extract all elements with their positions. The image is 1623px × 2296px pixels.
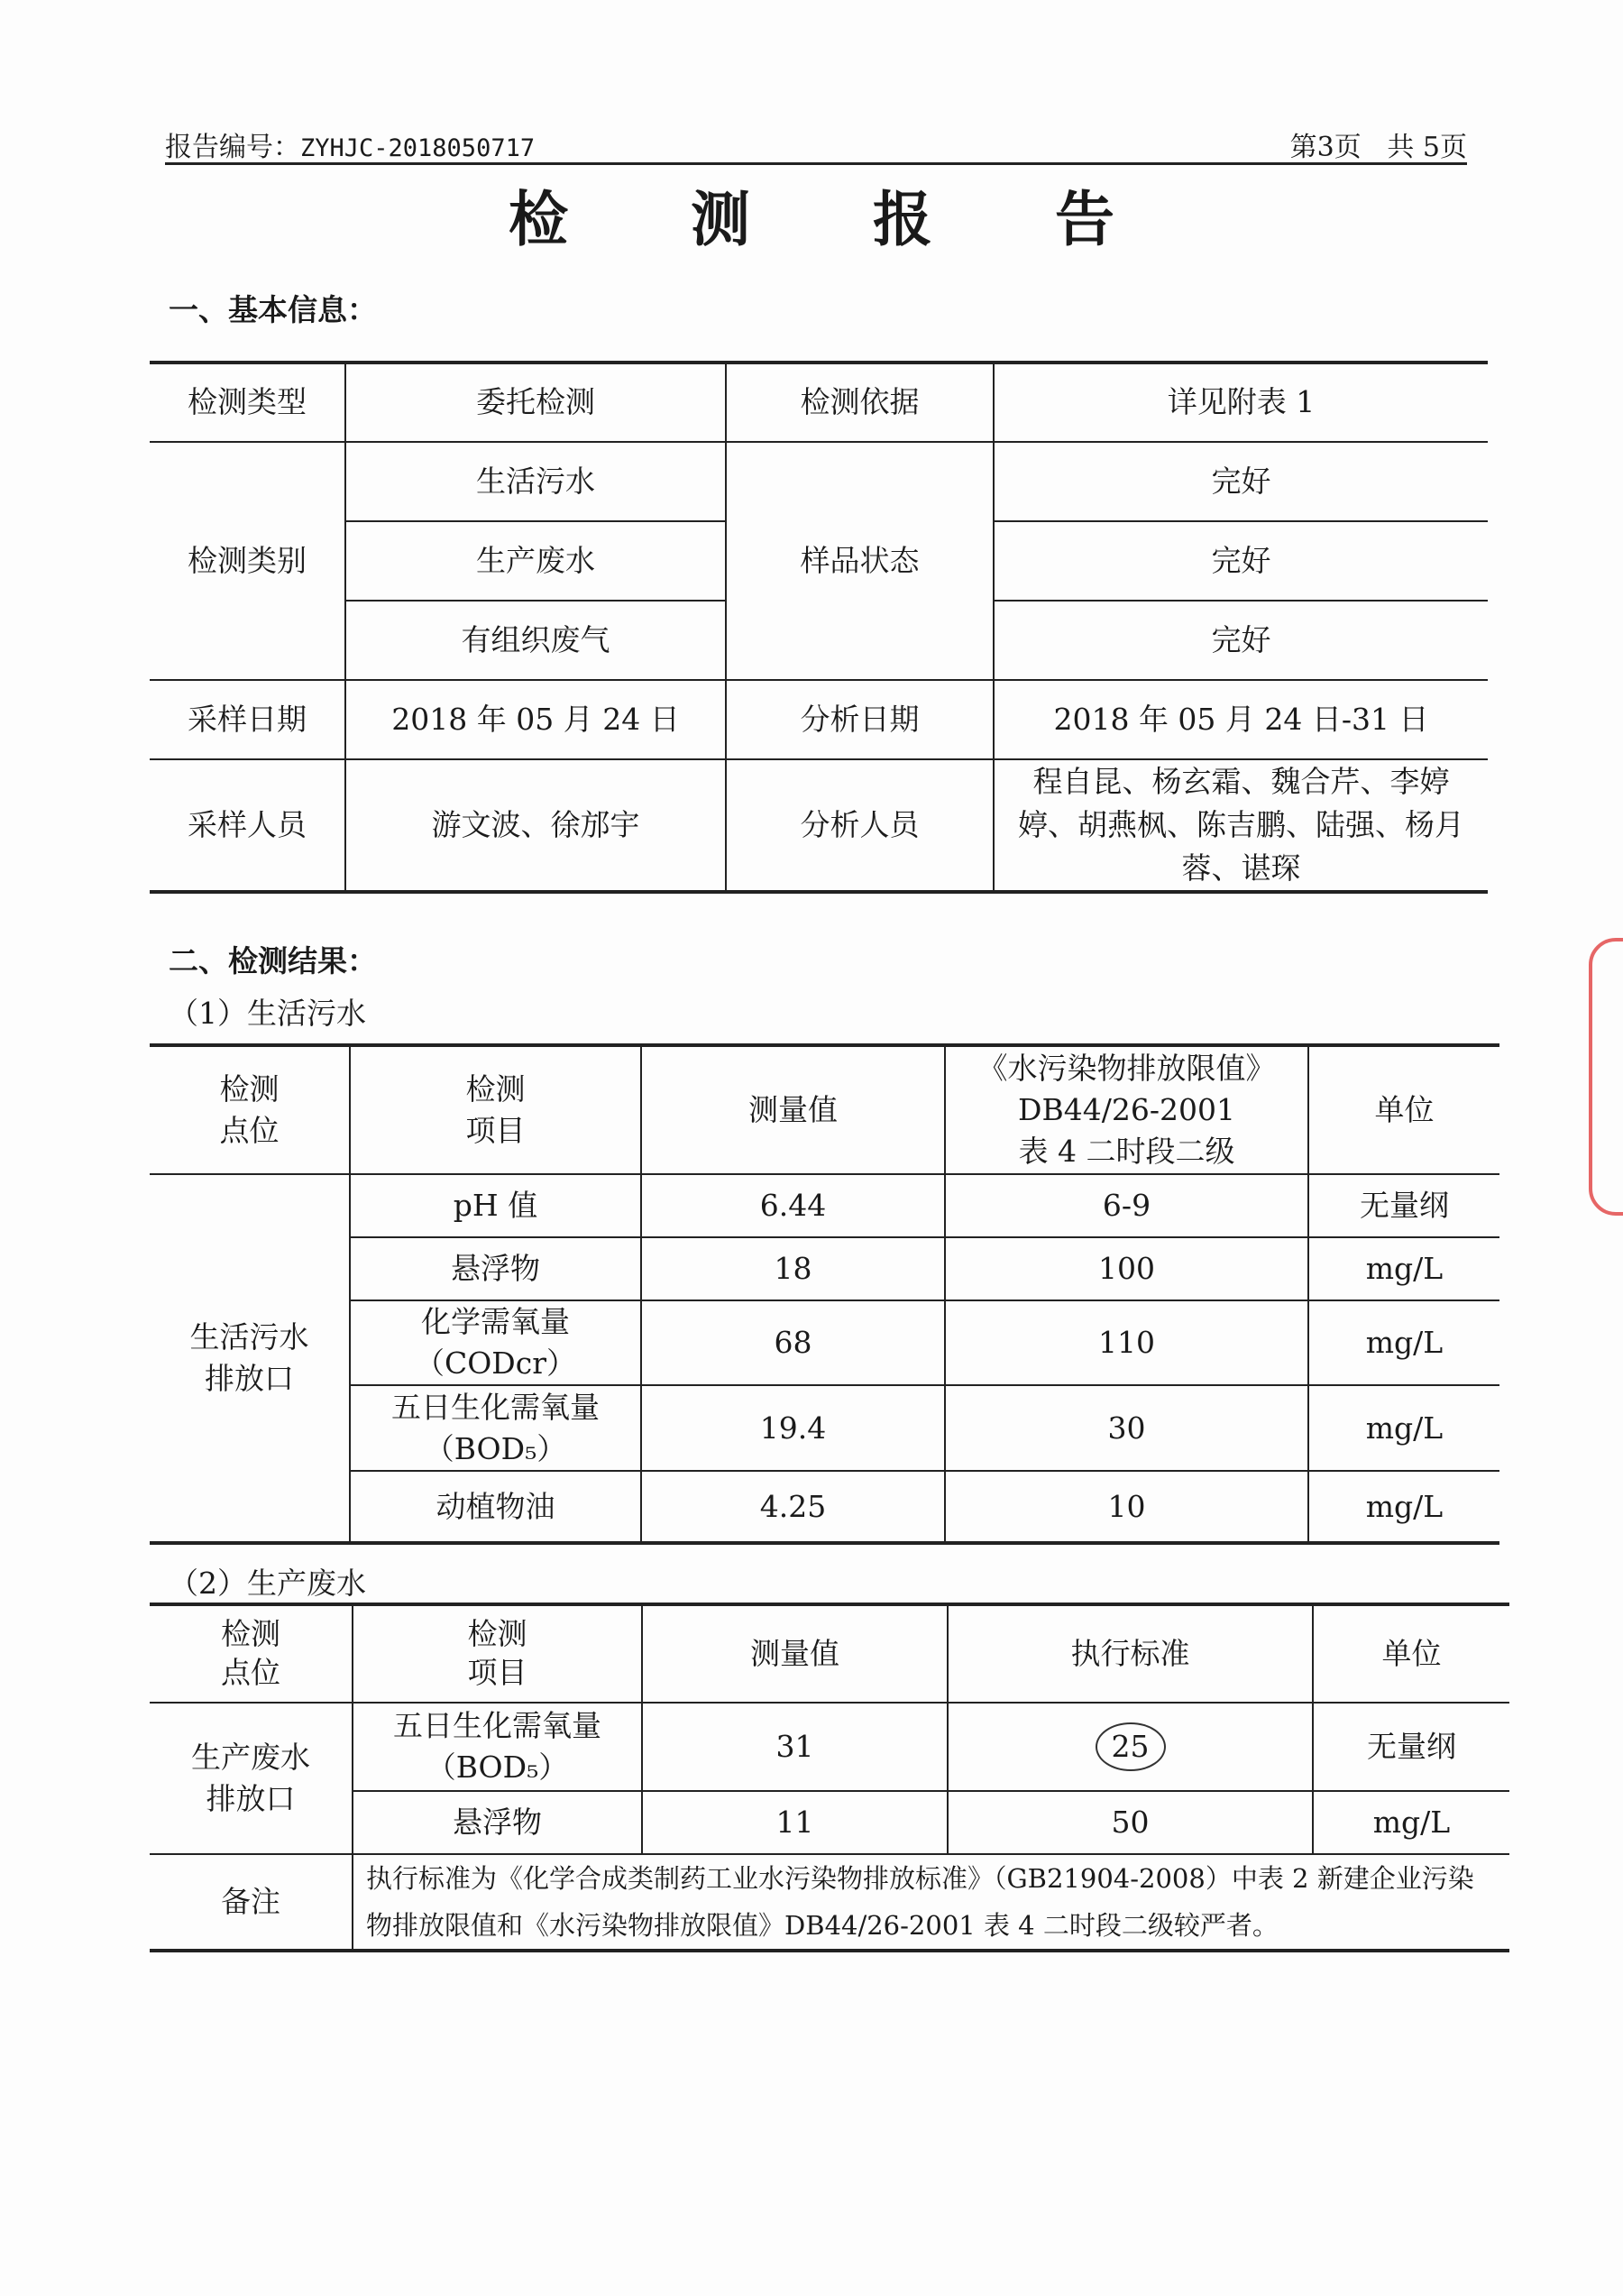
note-label: 备注: [150, 1854, 353, 1951]
standard-table: 表 4 二时段二级: [1018, 1134, 1235, 1170]
limit-cell: 110: [945, 1300, 1308, 1385]
limit-cell: 30: [945, 1385, 1308, 1471]
table-row: [150, 1703, 1509, 1791]
value-cell: 生产废水: [345, 521, 726, 601]
page-number: 第3页: [1289, 132, 1362, 163]
table-row: [150, 1385, 1499, 1471]
item-cell: pH 值: [350, 1174, 641, 1237]
title-char: 报: [873, 184, 932, 254]
value-cell: 68: [641, 1300, 945, 1385]
header-cell: 测量值: [642, 1604, 948, 1703]
header-cell: 检测 点位: [150, 1604, 353, 1703]
unit-cell: mg/L: [1308, 1237, 1499, 1300]
value-cell: 有组织废气: [345, 601, 726, 680]
table-row: [150, 442, 1488, 521]
title-char: 告: [1055, 184, 1114, 254]
value-cell: 2018 年 05 月 24 日-31 日: [994, 680, 1488, 759]
note-text: 执行标准为《化学合成类制药工业水污染物排放标准》（GB21904-2008）中表 2 新建企业污染物排放限值和《水污染物排放限值》DB44/26-2001 表 4 二时段二级较严者。: [353, 1854, 1509, 1951]
standard-name: 《水污染物排放限值》: [977, 1050, 1276, 1086]
label-cell: 检测依据: [726, 363, 994, 442]
item-cell: 动植物油: [350, 1471, 641, 1543]
unit-cell: mg/L: [1308, 1471, 1499, 1543]
value-cell: 4.25: [641, 1471, 945, 1543]
label-cell: 检测类别: [150, 442, 345, 680]
red-seal-stamp: [1589, 938, 1623, 1216]
header-cell: 单位: [1313, 1604, 1509, 1703]
report-number: [165, 124, 535, 164]
item-cell: 五日生化需氧量 （BOD₅）: [350, 1385, 641, 1471]
limit-cell: 100: [945, 1237, 1308, 1300]
production-wastewater-table: [150, 1603, 1509, 1952]
header-cell: 检测 项目: [353, 1604, 642, 1703]
section-basic-info-heading: 一、基本信息：: [169, 292, 377, 327]
table-row: [150, 1471, 1499, 1543]
limit-cell: [948, 1703, 1313, 1791]
value-cell: 完好: [994, 442, 1488, 521]
standard-code: DB44/26-2001: [1018, 1091, 1235, 1127]
basic-info-table: [150, 361, 1488, 894]
table-header-row: [150, 1604, 1509, 1703]
production-wastewater-title: （2）生产废水: [169, 1566, 366, 1601]
table-row: [150, 680, 1488, 759]
report-number-label: 报告编号：: [165, 132, 300, 163]
value-cell: 游文波、徐邡宇: [345, 759, 726, 892]
title-char: 测: [691, 184, 750, 254]
title-char: 检: [509, 184, 568, 254]
header-cell: 检测 项目: [350, 1045, 641, 1174]
unit-cell: 无量纲: [1313, 1703, 1509, 1791]
table-row: [150, 1791, 1509, 1854]
label-cell: 检测类型: [150, 363, 345, 442]
value-cell: 委托检测: [345, 363, 726, 442]
limit-cell: 6-9: [945, 1174, 1308, 1237]
point-cell: 生活污水 排放口: [150, 1174, 350, 1543]
item-cell: 悬浮物: [353, 1791, 642, 1854]
item-cell: 化学需氧量 （CODcr）: [350, 1300, 641, 1385]
unit-cell: 无量纲: [1308, 1174, 1499, 1237]
unit-cell: mg/L: [1313, 1791, 1509, 1854]
value-cell: 18: [641, 1237, 945, 1300]
item-cell: 悬浮物: [350, 1237, 641, 1300]
value-cell: 完好: [994, 521, 1488, 601]
header-cell: 执行标准: [948, 1604, 1313, 1703]
table-row: [150, 363, 1488, 442]
value-cell: 19.4: [641, 1385, 945, 1471]
header-cell: 测量值: [641, 1045, 945, 1174]
header-cell-standard: [945, 1045, 1308, 1174]
value-cell: 2018 年 05 月 24 日: [345, 680, 726, 759]
table-header-row: [150, 1045, 1499, 1174]
value-cell: 完好: [994, 601, 1488, 680]
page-indicator: [1290, 124, 1467, 164]
table-row: [150, 1174, 1499, 1237]
table-row: [150, 759, 1488, 892]
point-cell: 生产废水 排放口: [150, 1703, 353, 1854]
label-cell: 采样人员: [150, 759, 345, 892]
value-cell: 31: [642, 1703, 948, 1791]
label-cell: 分析人员: [726, 759, 994, 892]
label-cell: 采样日期: [150, 680, 345, 759]
circled-limit: 25: [1096, 1722, 1166, 1771]
item-cell: 五日生化需氧量 （BOD₅）: [353, 1703, 642, 1791]
table-row: [150, 1237, 1499, 1300]
domestic-sewage-title: （1）生活污水: [169, 996, 366, 1031]
label-cell: 样品状态: [726, 442, 994, 680]
header-cell: 单位: [1308, 1045, 1499, 1174]
unit-cell: mg/L: [1308, 1385, 1499, 1471]
unit-cell: mg/L: [1308, 1300, 1499, 1385]
table-row: [150, 1300, 1499, 1385]
value-cell: 6.44: [641, 1174, 945, 1237]
header-cell: 检测 点位: [150, 1045, 350, 1174]
value-cell: 11: [642, 1791, 948, 1854]
table-row: [150, 1854, 1509, 1951]
value-cell: 生活污水: [345, 442, 726, 521]
limit-cell: 50: [948, 1791, 1313, 1854]
section-results-heading: 二、检测结果：: [169, 943, 377, 978]
page-title: [0, 171, 1623, 257]
value-cell: 详见附表 1: [994, 363, 1488, 442]
header-divider: [165, 162, 1467, 165]
label-cell: 分析日期: [726, 680, 994, 759]
domestic-sewage-table: [150, 1043, 1499, 1545]
page-total: 共 5页: [1387, 132, 1467, 163]
value-cell: 程自昆、杨玄霜、魏合芹、李婷婷、胡燕枫、陈吉鹏、陆强、杨月蓉、谌琛: [994, 759, 1488, 892]
report-number-value: ZYHJC-2018050717: [300, 134, 536, 162]
limit-cell: 10: [945, 1471, 1308, 1543]
